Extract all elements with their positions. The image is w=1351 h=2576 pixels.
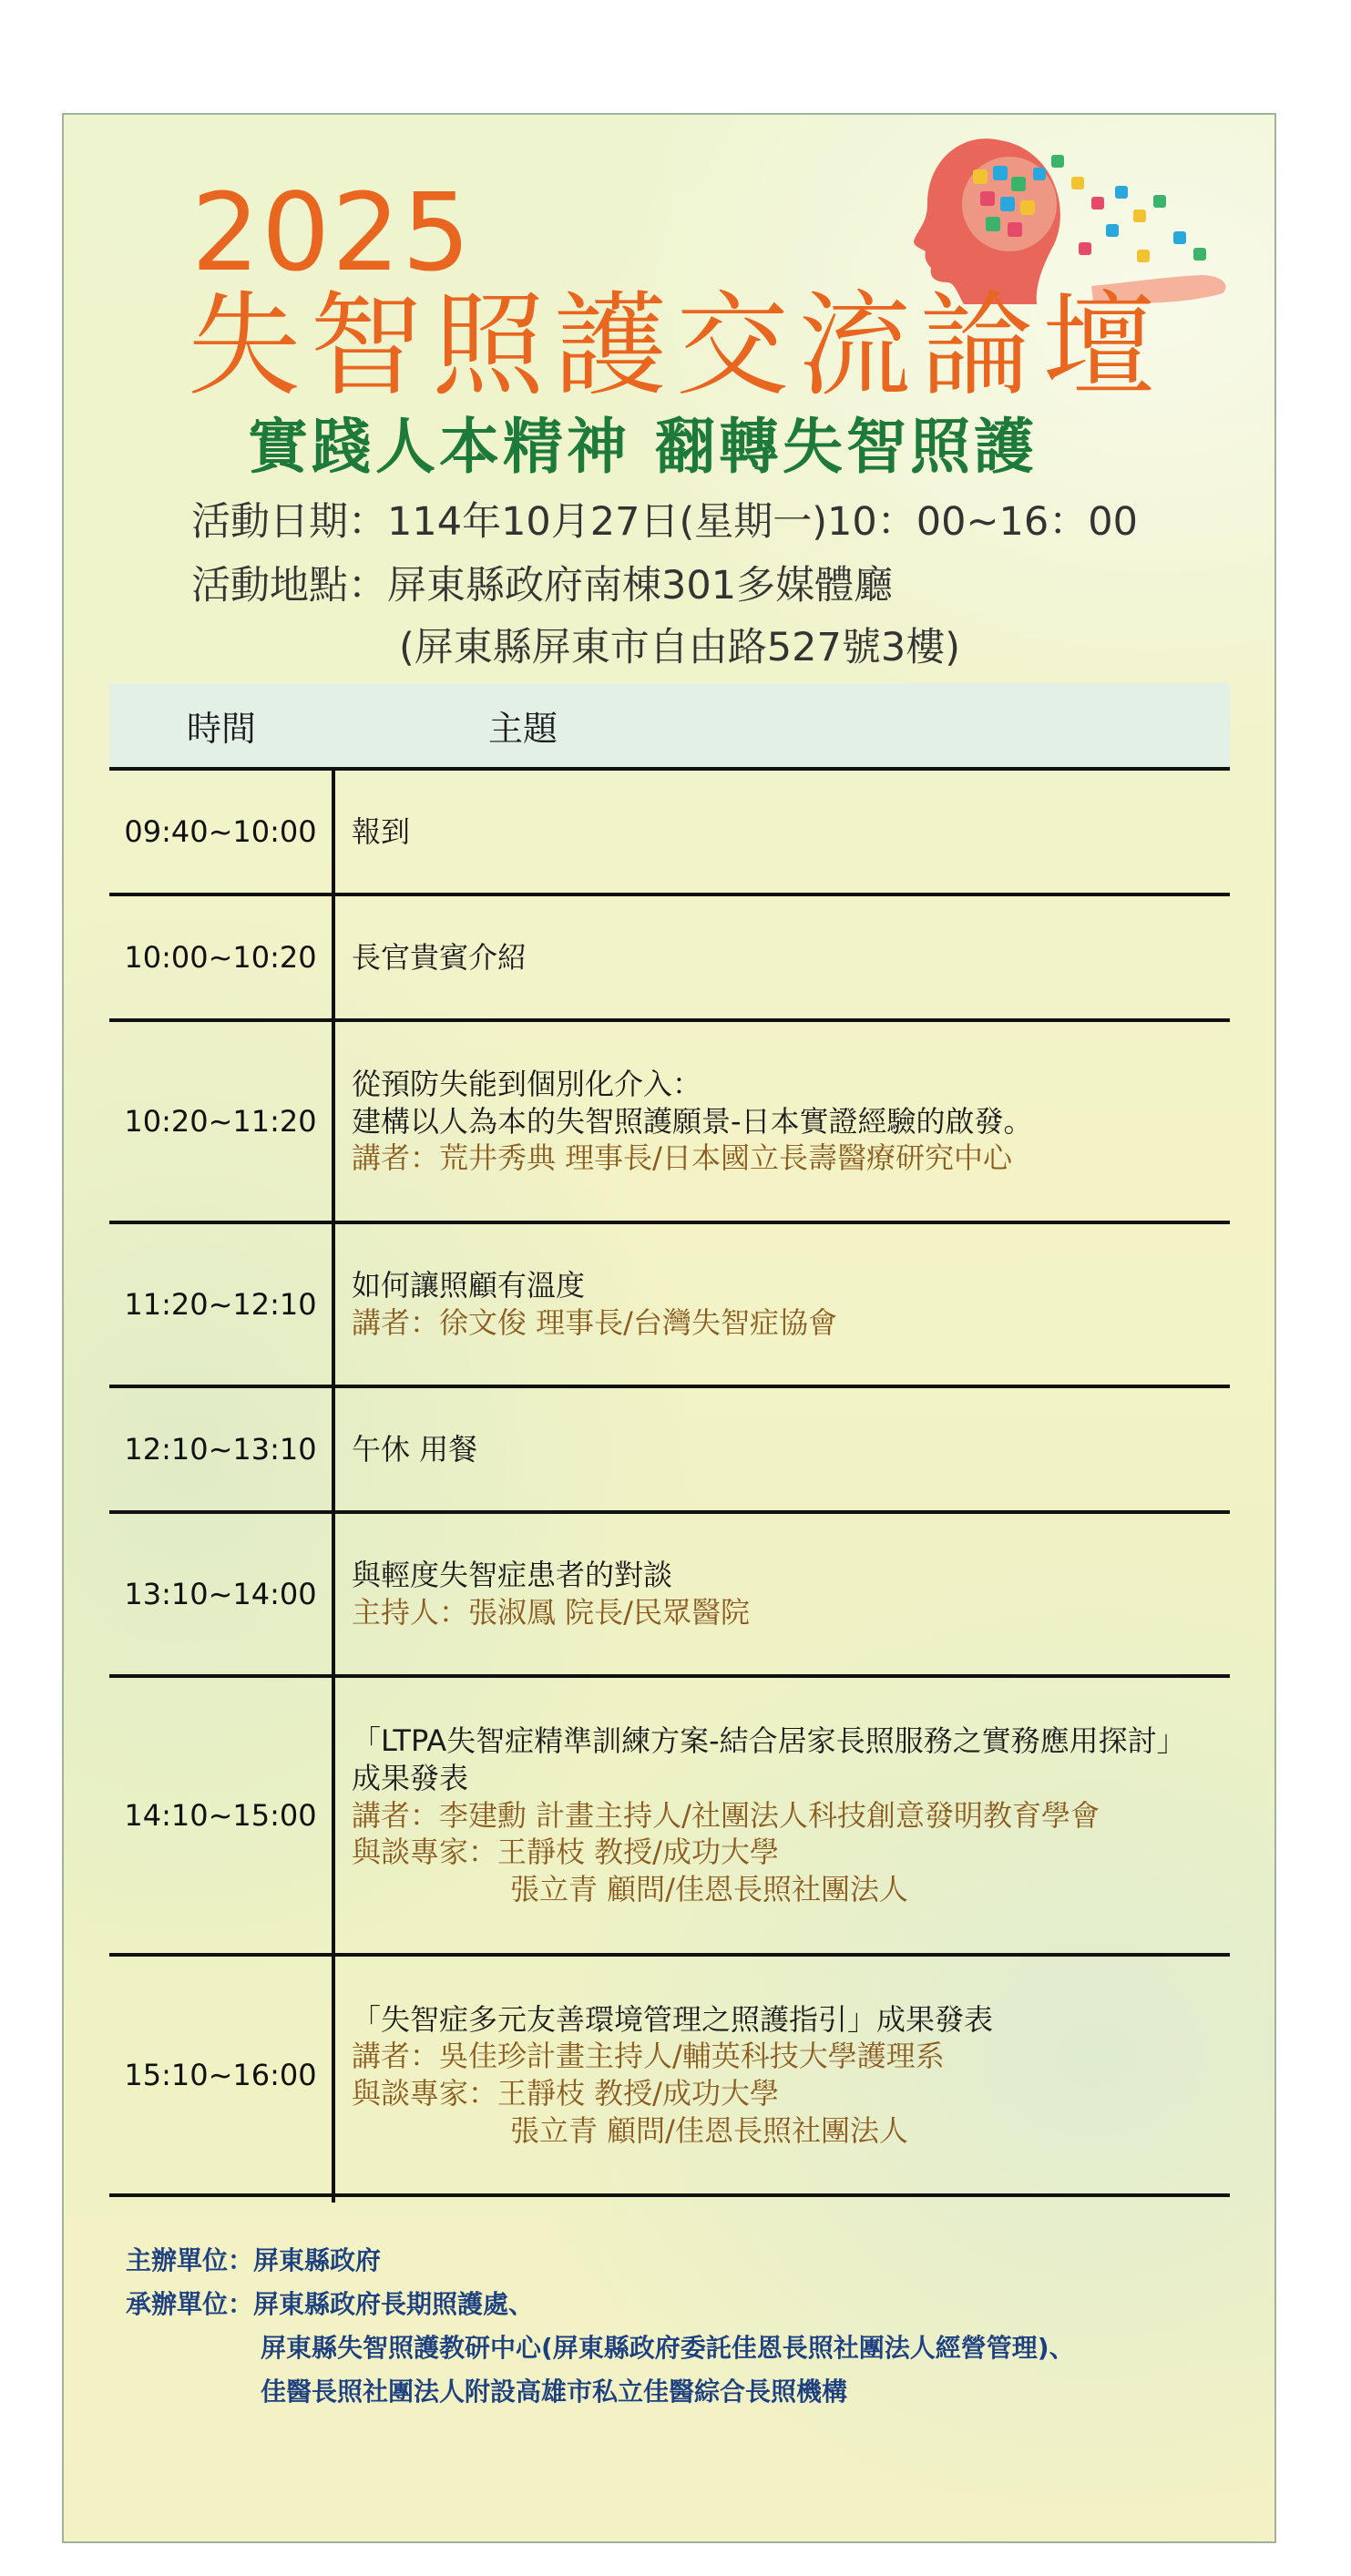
organizers [126,2239,1075,2414]
topic-line: 與輕度失智症患者的對談 [352,1558,673,1593]
topic-line: 「LTPA失智症精準訓練方案-結合居家長照服務之實務應用探討」 [352,1723,1186,1759]
agenda-table [109,683,1230,2197]
row-topic [352,1957,1230,2193]
row-topic [352,1022,1230,1221]
speaker-line: 張立青 顧問/佳恩長照社團法人 [510,2112,908,2148]
table-row [109,1388,1230,1514]
header-topic: 主題 [488,708,558,749]
row-topic [352,1224,1230,1385]
event-date: 活動日期：114年10月27日(星期一)10：00~16：00 [191,499,1138,545]
co-organizer-line: 承辦單位：屏東縣政府長期照護處、 [126,2289,535,2319]
row-topic [352,1678,1230,1953]
table-row [109,1022,1230,1224]
topic-line: 報到 [352,813,411,849]
row-time: 12:10~13:10 [124,1432,317,1467]
row-time: 11:20~12:10 [124,1287,317,1322]
speaker-line: 與談專家：王靜枝 教授/成功大學 [352,2076,779,2111]
speaker-line: 講者：徐文俊 理事長/台灣失智症協會 [352,1305,837,1340]
speaker-line: 講者：李建勳 計畫主持人/社團法人科技創意發明教育學會 [352,1797,1100,1833]
row-time: 15:10~16:00 [124,2058,317,2092]
co-organizer-line: 佳醫長照社團法人附設高雄市私立佳醫綜合長照機構 [261,2377,848,2407]
event-address: (屏東縣屏東市自由路527號3樓) [399,625,960,670]
speaker-line: 講者：荒井秀典 理事長/日本國立長壽醫療研究中心 [352,1140,1012,1176]
row-topic [352,771,1230,893]
event-venue: 活動地點：屏東縣政府南棟301多媒體廳 [191,563,894,608]
row-time: 10:00~10:20 [124,940,317,975]
speaker-line: 講者：吳佳珍計畫主持人/輔英科技大學護理系 [352,2039,945,2074]
header-time: 時間 [186,708,256,749]
row-topic [352,1514,1230,1674]
speaker-line: 與談專家：王靜枝 教授/成功大學 [352,1835,779,1870]
table-row [109,1678,1230,1957]
event-title: 失智照護交流論壇 [188,281,1165,412]
event-subtitle: 實踐人本精神 翻轉失智照護 [248,412,1038,482]
topic-line: 午休 用餐 [352,1431,478,1467]
event-year: 2025 [191,169,473,295]
topic-line: 成果發表 [352,1761,469,1796]
organizer-line: 主辦單位：屏東縣政府 [126,2245,382,2275]
row-topic [352,1388,1230,1510]
speaker-line: 主持人：張淑鳳 院長/民眾醫院 [352,1595,750,1630]
poster [62,113,1276,2543]
row-time: 09:40~10:00 [124,814,317,849]
topic-line: 從預防失能到個別化介入： [352,1067,702,1102]
speaker-line: 張立青 顧問/佳恩長照社團法人 [510,1871,908,1906]
row-time: 14:10~15:00 [124,1798,317,1833]
table-row [109,1224,1230,1388]
table-row [109,896,1230,1022]
topic-line: 「失智症多元友善環境管理之照護指引」成果發表 [352,2001,994,2037]
row-topic [352,896,1230,1018]
table-header [109,683,1230,771]
topic-line: 建構以人為本的失智照護願景-日本實證經驗的啟發。 [352,1103,1033,1139]
topic-line: 長官貴賓介紹 [352,939,527,975]
topic-line: 如何讓照顧有溫度 [352,1268,586,1303]
row-time: 13:10~14:00 [124,1577,317,1611]
table-row [109,1957,1230,2197]
row-time: 10:20~11:20 [124,1104,317,1139]
table-row [109,1514,1230,1678]
co-organizer-line: 屏東縣失智照護教研中心(屏東縣政府委託佳恩長照社團法人經營管理)、 [261,2333,1075,2363]
table-row [109,771,1230,896]
